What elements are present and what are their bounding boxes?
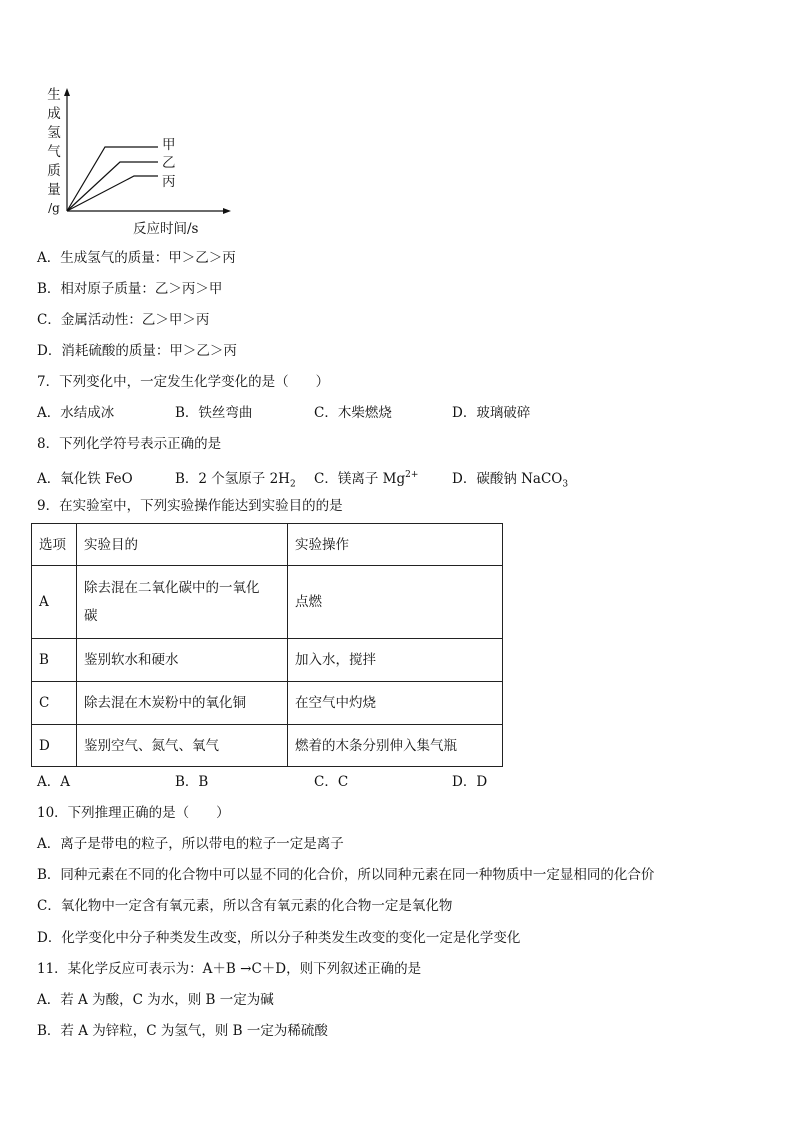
y-axis-label-char: 量 bbox=[47, 182, 61, 198]
y-axis-label-char: /g bbox=[48, 201, 60, 215]
table-cell: D bbox=[32, 725, 77, 767]
table-row bbox=[32, 566, 503, 639]
header-cell: 实验操作 bbox=[288, 524, 503, 566]
table-header-row bbox=[32, 524, 503, 566]
q10-option-d: D．化学变化中分子种类发生改变，所以分子种类发生改变的变化一定是化学变化 bbox=[37, 930, 521, 946]
q11-option-b: B．若 A 为锌粒，C 为氢气，则 B 一定为稀硫酸 bbox=[37, 1023, 328, 1039]
table-row bbox=[32, 725, 503, 767]
q9-option-b: B．B bbox=[175, 774, 209, 790]
table-cell: C bbox=[32, 682, 77, 725]
header-cell: 实验目的 bbox=[77, 524, 288, 566]
q6-option-b: B．相对原子质量：乙＞丙＞甲 bbox=[37, 281, 223, 297]
x-axis-arrow bbox=[223, 208, 231, 214]
hydrogen-mass-graph bbox=[40, 86, 240, 236]
q8-option-d bbox=[452, 470, 568, 494]
q8-option-a: A．氧化铁 FeO bbox=[37, 470, 133, 487]
q6-option-a: A．生成氢气的质量：甲＞乙＞丙 bbox=[37, 250, 236, 266]
y-axis-label-char: 生 bbox=[47, 87, 61, 103]
table-cell-line: 碳 bbox=[84, 608, 98, 624]
table-cell: 燃着的木条分别伸入集气瓶 bbox=[288, 725, 503, 767]
series-line-bing bbox=[67, 176, 158, 211]
q7-option-a: A．水结成冰 bbox=[37, 405, 115, 421]
q8-option-d-subscript: 3 bbox=[562, 479, 569, 490]
q11-option-a: A．若 A 为酸，C 为水，则 B 一定为碱 bbox=[37, 992, 274, 1008]
q10-option-b: B．同种元素在不同的化合物中可以显不同的化合价，所以同种元素在同一种物质中一定显相同的化合价 bbox=[37, 867, 655, 883]
q10-option-c: C．氧化物中一定含有氧元素，所以含有氧元素的化合物一定是氧化物 bbox=[37, 898, 453, 914]
y-axis-label-char: 氢 bbox=[47, 125, 61, 141]
table-cell: 在空气中灼烧 bbox=[288, 682, 503, 725]
x-axis-label: 反应时间/s bbox=[133, 221, 199, 237]
q8-option-c bbox=[314, 466, 452, 488]
series-label-yi: 乙 bbox=[162, 155, 176, 171]
q8-option-b bbox=[175, 470, 314, 494]
series-line-jia bbox=[67, 147, 158, 211]
series-label-bing: 丙 bbox=[162, 174, 176, 190]
q9-stem: 9．在实验室中，下列实验操作能达到实验目的的是 bbox=[37, 498, 343, 514]
q8-option-b-subscript: 2 bbox=[289, 479, 296, 490]
q11-stem: 11．某化学反应可表示为：A＋B →C＋D，则下列叙述正确的是 bbox=[37, 961, 422, 977]
q10-stem: 10．下列推理正确的是（ ） bbox=[37, 805, 230, 821]
y-axis-label-char: 气 bbox=[47, 144, 61, 160]
q7-stem: 7．下列变化中，一定发生化学变化的是（ ） bbox=[37, 374, 330, 390]
q7-option-c: C．木柴燃烧 bbox=[314, 405, 392, 421]
graph-plot bbox=[40, 86, 240, 216]
q10-option-a: A．离子是带电的粒子，所以带电的粒子一定是离子 bbox=[37, 836, 344, 852]
y-axis-label-char: 质 bbox=[47, 163, 61, 179]
table-cell: 除去混在木炭粉中的氧化铜 bbox=[77, 682, 288, 725]
q8-option-c-text: C．镁离子 Mg bbox=[314, 470, 406, 487]
table-cell: A bbox=[32, 566, 77, 639]
header-cell: 选项 bbox=[32, 524, 77, 566]
table-row bbox=[32, 639, 503, 682]
series-label-jia: 甲 bbox=[162, 137, 176, 153]
q8-option-b-text: B．2 个氢原子 2H bbox=[175, 470, 290, 487]
table-row bbox=[32, 682, 503, 725]
q8-option-c-superscript: 2+ bbox=[405, 470, 419, 480]
q8-options bbox=[37, 466, 568, 493]
table-cell: 鉴别空气、氮气、氧气 bbox=[77, 725, 288, 767]
experiment-table bbox=[31, 523, 503, 767]
table-cell bbox=[77, 566, 288, 639]
y-axis-label-char: 成 bbox=[47, 106, 61, 122]
table-cell-line: 除去混在二氧化碳中的一氧化 bbox=[84, 580, 260, 596]
q9-option-c: C．C bbox=[314, 774, 349, 790]
y-axis-arrow bbox=[64, 88, 70, 96]
q8-option-d-text: D．碳酸钠 NaCO bbox=[452, 470, 563, 487]
q8-stem: 8．下列化学符号表示正确的是 bbox=[37, 436, 222, 452]
q6-option-d: D．消耗硫酸的质量：甲＞乙＞丙 bbox=[37, 343, 237, 359]
q9-option-a: A．A bbox=[37, 774, 70, 790]
q7-options bbox=[37, 404, 530, 422]
q7-option-b: B．铁丝弯曲 bbox=[175, 405, 253, 421]
q9-option-d: D．D bbox=[452, 774, 488, 790]
q9-options bbox=[37, 773, 487, 791]
table-cell: 加入水，搅拌 bbox=[288, 639, 503, 682]
q6-option-c: C．金属活动性：乙＞甲＞丙 bbox=[37, 312, 210, 328]
table-cell: 点燃 bbox=[288, 566, 503, 639]
q7-option-d: D．玻璃破碎 bbox=[452, 405, 531, 421]
table-cell: 鉴别软水和硬水 bbox=[77, 639, 288, 682]
table-cell: B bbox=[32, 639, 77, 682]
